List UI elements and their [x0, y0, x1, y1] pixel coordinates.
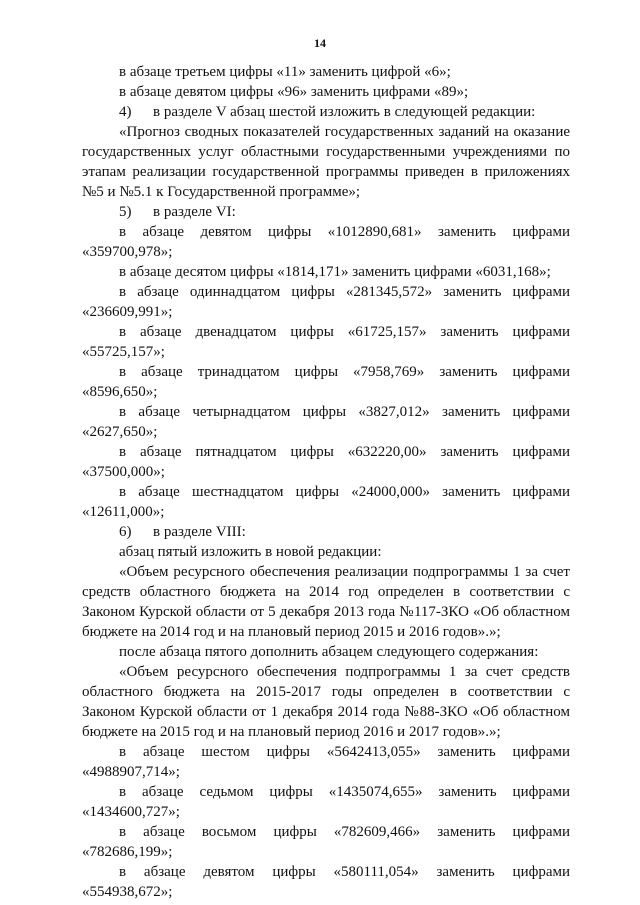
numbered-paragraph [82, 202, 570, 222]
amendment-paragraph [82, 482, 570, 522]
amendment-line: в абзаце шестом цифры «5642413,055» заменить цифрами [119, 744, 570, 760]
amendment-value: «8596,650»; [82, 384, 158, 400]
amendment-value: «1434600,727»; [82, 804, 180, 820]
numbered-paragraph [82, 102, 570, 122]
text-paragraph: «Прогноз сводных показателей государственных заданий на оказание государственных услуг областными государственными учреждениями по этапам реализации государственной программы приведен в приложениях №5 и №5.1 к Государственной программе»; [82, 124, 570, 200]
amendment-line: в абзаце девятом цифры «580111,054» заменить цифрами [119, 864, 570, 880]
amendment-value: «236609,991»; [82, 304, 173, 320]
text-paragraph: «Объем ресурсного обеспечения подпрограммы 1 за счет средств областного бюджета на 2015-2017 годы определен в соответствии с Законом Курской области от 1 декабря 2014 года №88-ЗКО «Об областном бюджете на 2015 год и на плановый период 2016 и 2017 годов».»; [82, 664, 570, 740]
amendment-value: «2627,650»; [82, 424, 158, 440]
text-paragraph: «Объем ресурсного обеспечения реализации подпрограммы 1 за счет средств областного бюджета на 2014 год определен в соответствии с Законом Курской области от 5 декабря 2013 года №117-ЗКО «Об областном бюджете на 2014 год и на плановый период 2015 и 2016 годов».»; [82, 564, 570, 640]
amendment-line: в абзаце седьмом цифры «1435074,655» заменить цифрами [119, 784, 570, 800]
document-body [82, 62, 570, 902]
amendment-paragraph [82, 222, 570, 262]
text-paragraph: в абзаце третьем цифры «11» заменить цифрой «6»; [119, 64, 451, 80]
amendment-paragraph [82, 862, 570, 902]
item-text: в разделе VIII: [153, 524, 246, 540]
amendment-line: в абзаце тринадцатом цифры «7958,769» заменить цифрами [119, 364, 570, 380]
amendment-paragraph [82, 742, 570, 782]
amendment-paragraph [82, 362, 570, 402]
amendment-paragraph [82, 782, 570, 822]
amendment-paragraph [82, 442, 570, 482]
amendment-value: «55725,157»; [82, 344, 165, 360]
numbered-paragraph [82, 522, 570, 542]
amendment-value: «37500,000»; [82, 464, 165, 480]
text-paragraph: после абзаца пятого дополнить абзацем следующего содержания: [119, 644, 539, 660]
amendment-value: «554938,672»; [82, 884, 173, 900]
amendment-paragraph [82, 822, 570, 862]
amendment-line: в абзаце четырнадцатом цифры «3827,012» заменить цифрами [119, 404, 570, 420]
amendment-line: в абзаце шестнадцатом цифры «24000,000» заменить цифрами [119, 484, 570, 500]
amendment-value: «782686,199»; [82, 844, 173, 860]
amendment-line: в абзаце восьмом цифры «782609,466» заменить цифрами [119, 824, 570, 840]
amendment-value: «4988907,714»; [82, 764, 180, 780]
item-number: 4) [119, 104, 132, 120]
item-text: в разделе VI: [153, 204, 236, 220]
amendment-value: «12611,000»; [82, 504, 165, 520]
amendment-paragraph [82, 282, 570, 322]
item-number: 6) [119, 524, 132, 540]
page-number: 14 [314, 36, 326, 50]
amendment-value: «359700,978»; [82, 244, 173, 260]
text-paragraph: в абзаце девятом цифры «96» заменить цифрами «89»; [119, 84, 469, 100]
amendment-line: в абзаце одиннадцатом цифры «281345,572» заменить цифрами [119, 284, 570, 300]
text-paragraph: абзац пятый изложить в новой редакции: [119, 544, 382, 560]
item-text: в разделе V абзац шестой изложить в следующей редакции: [153, 104, 536, 120]
amendment-paragraph [82, 322, 570, 362]
item-number: 5) [119, 204, 132, 220]
text-paragraph: в абзаце десятом цифры «1814,171» заменить цифрами «6031,168»; [119, 264, 551, 280]
amendment-line: в абзаце девятом цифры «1012890,681» заменить цифрами [119, 224, 570, 240]
amendment-line: в абзаце пятнадцатом цифры «632220,00» заменить цифрами [119, 444, 570, 460]
amendment-paragraph [82, 402, 570, 442]
amendment-line: в абзаце двенадцатом цифры «61725,157» заменить цифрами [119, 324, 570, 340]
